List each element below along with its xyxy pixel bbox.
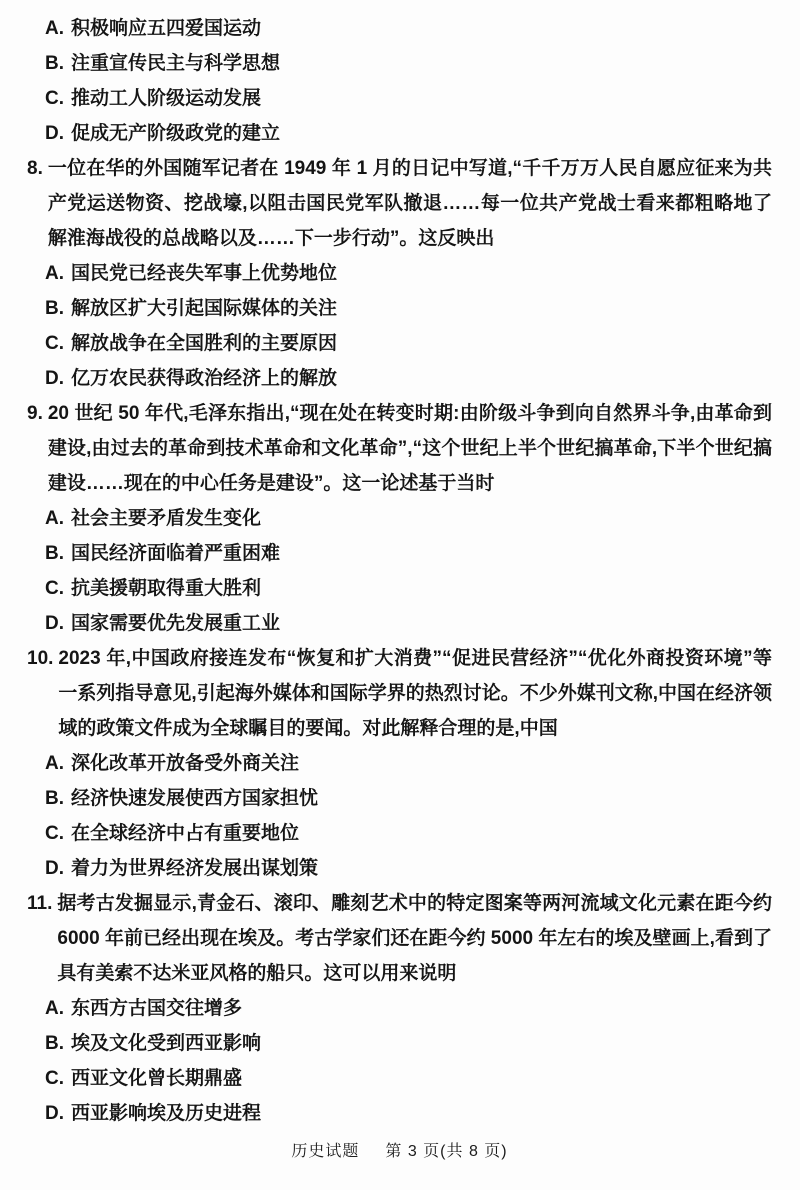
option-row <box>27 606 772 641</box>
question-number: 11. <box>27 893 53 914</box>
option-label: C. <box>45 823 64 844</box>
option-row <box>27 501 772 536</box>
option-label: C. <box>45 88 64 109</box>
option-label: D. <box>45 123 64 144</box>
option-row <box>27 1026 772 1061</box>
option-list <box>27 501 772 641</box>
option-text: 在全球经济中占有重要地位 <box>71 823 300 844</box>
option-row <box>27 851 772 886</box>
option-text: 东西方古国交往增多 <box>71 998 243 1019</box>
page-footer <box>27 1141 772 1163</box>
question-stem <box>27 886 772 991</box>
option-row <box>27 11 772 46</box>
question-text: 一位在华的外国随军记者在 1949 年 1 月的日记中写道,“千千万万人民自愿应征来为共产党运送物资、挖战壕,以阻击国民党军队撤退……每一位共产党战士看来都粗略地了解淮海战役的总战略以及……下一步行动”。这反映出 <box>47 158 772 249</box>
question-text: 20 世纪 50 年代,毛泽东指出,“现在处在转变时期:由阶级斗争到向自然界斗争,由革命到建设,由过去的革命到技术革命和文化革命”,“这个世纪上半个世纪搞革命,下半个世纪搞建设……现在的中心任务是建设”。这一论述基于当时 <box>47 403 772 494</box>
option-text: 国民党已经丧失军事上优势地位 <box>71 263 338 284</box>
option-text: 经济快速发展使西方国家担忧 <box>71 788 319 809</box>
option-row <box>27 536 772 571</box>
option-row <box>27 781 772 816</box>
option-list <box>27 746 772 886</box>
option-label: A. <box>45 753 64 774</box>
option-row <box>27 746 772 781</box>
option-row <box>27 46 772 81</box>
option-label: B. <box>45 788 64 809</box>
option-row <box>27 116 772 151</box>
question-block <box>27 151 772 396</box>
option-label: D. <box>45 368 64 389</box>
footer-doc-title: 历史试题 <box>291 1143 360 1160</box>
option-text: 埃及文化受到西亚影响 <box>71 1033 262 1054</box>
option-text: 西亚影响埃及历史进程 <box>71 1103 262 1124</box>
option-label: B. <box>45 53 64 74</box>
question-list <box>27 11 772 1131</box>
option-text: 推动工人阶级运动发展 <box>71 88 262 109</box>
option-label: D. <box>45 1103 64 1124</box>
option-label: C. <box>45 333 64 354</box>
option-label: B. <box>45 1033 64 1054</box>
option-text: 着力为世界经济发展出谋划策 <box>71 858 319 879</box>
option-list <box>27 256 772 396</box>
question-block <box>27 396 772 641</box>
option-text: 解放战争在全国胜利的主要原因 <box>71 333 338 354</box>
option-text: 国民经济面临着严重困难 <box>71 543 281 564</box>
option-label: D. <box>45 858 64 879</box>
option-row <box>27 571 772 606</box>
option-text: 社会主要矛盾发生变化 <box>71 508 262 529</box>
option-label: D. <box>45 613 64 634</box>
option-row <box>27 1061 772 1096</box>
option-text: 西亚文化曾长期鼎盛 <box>71 1068 243 1089</box>
option-label: B. <box>45 298 64 319</box>
option-row <box>27 991 772 1026</box>
question-block <box>27 641 772 886</box>
question-number: 10. <box>27 648 54 669</box>
question-text: 据考古发掘显示,青金石、滚印、雕刻艺术中的特定图案等两河流域文化元素在距今约 6000 年前已经出现在埃及。考古学家们还在距今约 5000 年左右的埃及壁画上,看到了具有美索不达米亚风格的船只。这可以用来说明 <box>57 893 772 984</box>
option-row <box>27 81 772 116</box>
option-list <box>27 11 772 151</box>
question-stem <box>27 641 772 746</box>
option-row <box>27 291 772 326</box>
option-text: 国家需要优先发展重工业 <box>71 613 281 634</box>
option-row <box>27 256 772 291</box>
option-label: A. <box>45 263 64 284</box>
option-list <box>27 991 772 1131</box>
option-row <box>27 361 772 396</box>
option-row <box>27 326 772 361</box>
option-label: C. <box>45 1068 64 1089</box>
option-label: A. <box>45 18 64 39</box>
option-text: 解放区扩大引起国际媒体的关注 <box>71 298 338 319</box>
option-label: A. <box>45 998 64 1019</box>
question-number: 9. <box>27 403 43 424</box>
option-label: A. <box>45 508 64 529</box>
option-text: 促成无产阶级政党的建立 <box>71 123 281 144</box>
option-text: 深化改革开放备受外商关注 <box>71 753 300 774</box>
option-label: C. <box>45 578 64 599</box>
question-text: 2023 年,中国政府接连发布“恢复和扩大消费”“促进民营经济”“优化外商投资环境”等一系列指导意见,引起海外媒体和国际学界的热烈讨论。不少外媒刊文称,中国在经济领域的政策文件成为全球瞩目的要闻。对此解释合理的是,中国 <box>58 648 772 739</box>
question-block <box>27 11 772 151</box>
option-row <box>27 816 772 851</box>
option-label: B. <box>45 543 64 564</box>
option-text: 注重宣传民主与科学思想 <box>71 53 281 74</box>
footer-page-info: 第 3 页(共 8 页) <box>385 1143 508 1160</box>
question-number: 8. <box>27 158 43 179</box>
question-stem <box>27 151 772 256</box>
option-text: 积极响应五四爱国运动 <box>71 18 262 39</box>
option-text: 亿万农民获得政治经济上的解放 <box>71 368 338 389</box>
option-text: 抗美援朝取得重大胜利 <box>71 578 262 599</box>
question-stem <box>27 396 772 501</box>
option-row <box>27 1096 772 1131</box>
question-block <box>27 886 772 1131</box>
